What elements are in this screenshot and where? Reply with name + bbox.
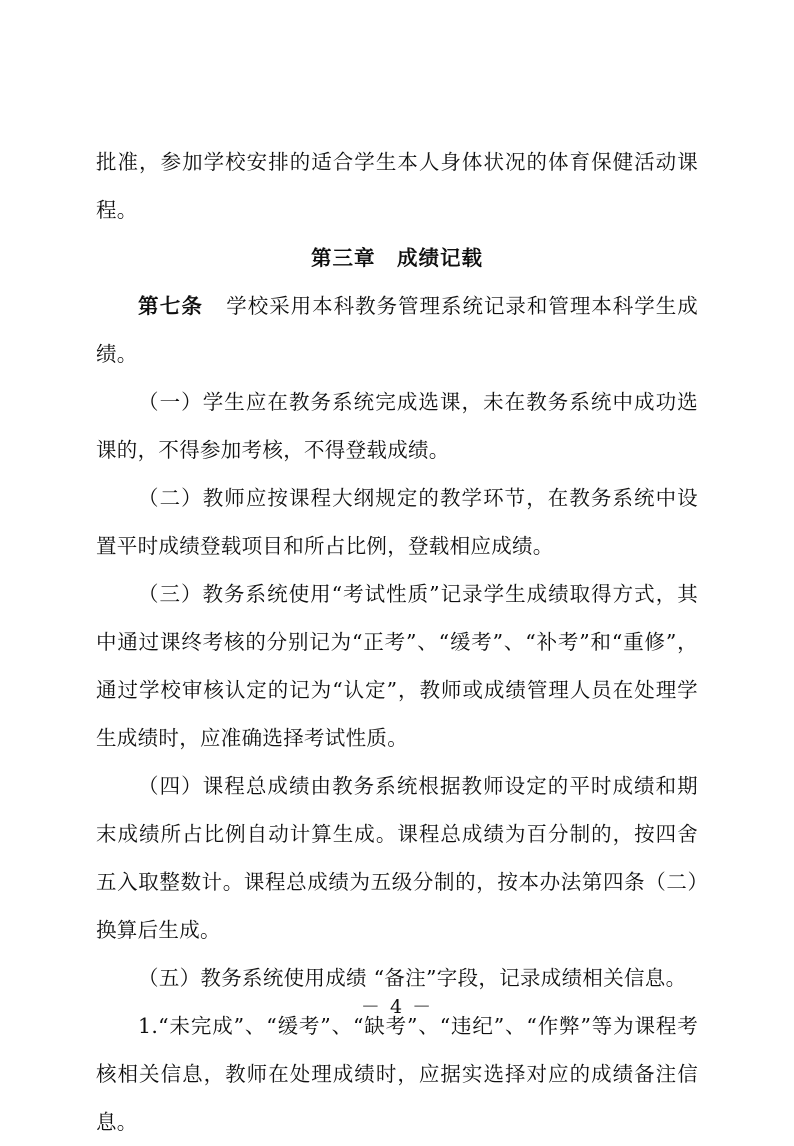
list-item: （二）教师应按课程大纲规定的教学环节，在教务系统中设置平时成绩登载项目和所占比例，登载相应成绩。 <box>96 486 698 558</box>
list-item: （四）课程总成绩由教务系统根据教师设定的平时成绩和期末成绩所占比例自动计算生成。课程总成绩为百分制的，按四舍五入取整数计。课程总成绩为五级分制的，按本办法第四条（二）换算后生成。 <box>96 774 698 942</box>
article-paragraph <box>96 282 698 378</box>
article-text: 学校采用本科教务管理系统记录和管理本科学生成绩。 <box>96 294 699 366</box>
paragraph-continuation: 批准，参加学校安排的适合学生本人身体状况的体育保健活动课程。 <box>96 150 698 222</box>
page-number: － 4 － <box>360 996 434 1018</box>
article-label: 第七条 <box>138 294 204 318</box>
list-item: （一）学生应在教务系统完成选课，未在教务系统中成功选课的，不得参加考核，不得登载成绩。 <box>96 390 698 462</box>
chapter-heading: 第三章 成绩记载 <box>311 246 483 270</box>
list-item: 1.“未完成”、“缓考”、“缺考”、“违纪”、“作弊”等为课程考核相关信息，教师在处理成绩时，应据实选择对应的成绩备注信息。 <box>96 1014 698 1134</box>
list-item: （三）教务系统使用“考试性质”记录学生成绩取得方式，其中通过课终考核的分别记为“正考”、“缓考”、“补考”和“重修”，通过学校审核认定的记为“认定”，教师或成绩管理人员在处理学生成绩时，应准确选择考试性质。 <box>96 582 698 750</box>
list-item: （五）教务系统使用成绩 “备注”字段，记录成绩相关信息。 <box>138 966 687 990</box>
